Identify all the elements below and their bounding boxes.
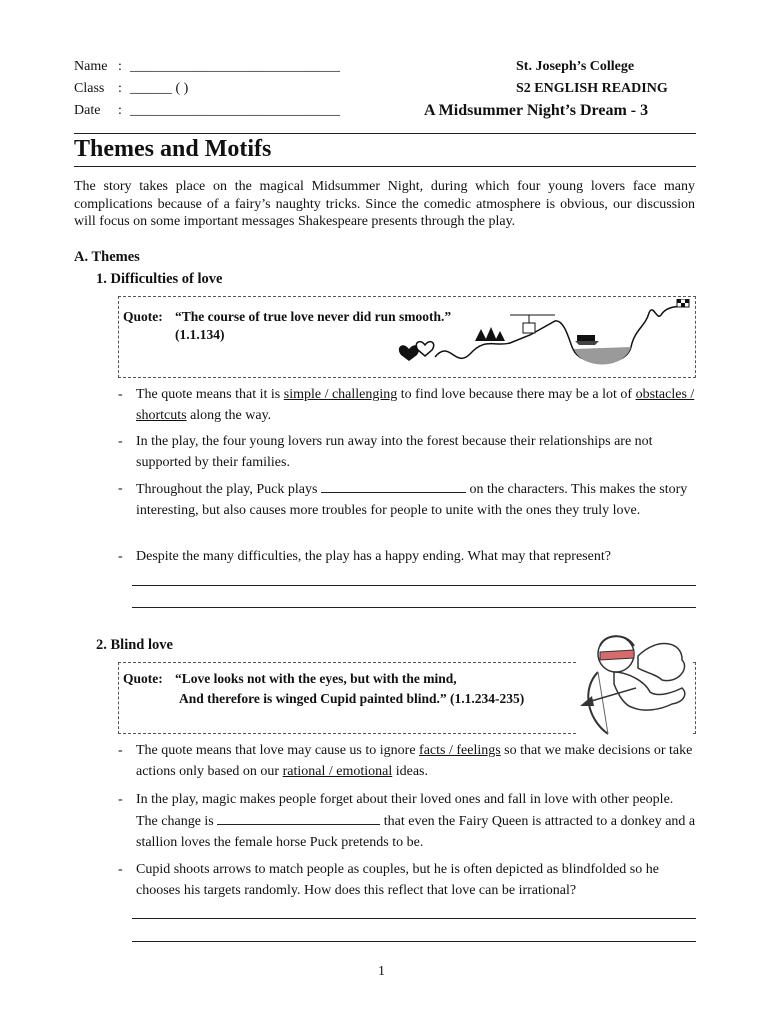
- quote2-label: Quote:: [123, 671, 163, 686]
- quote1-text: “The course of true love never did run smooth.”: [175, 309, 452, 324]
- cable-car-icon: [523, 323, 535, 333]
- text: In the play, magic makes people forget about their loved ones and fall in love with other people. The change is: [136, 792, 674, 829]
- cupid-illustration: [578, 628, 693, 740]
- name-sep: :: [118, 59, 122, 74]
- text: that even the Fairy Queen is attracted to a donkey and a stallion loves the female horse Puck pretends to be.: [136, 814, 696, 850]
- page-number: 1: [378, 964, 385, 979]
- quote1-reference: (1.1.134): [175, 327, 225, 342]
- tree-icon: [495, 331, 505, 341]
- header-divider: [74, 133, 696, 134]
- section-a-heading: A. Themes: [74, 249, 140, 265]
- date-sep: :: [118, 103, 122, 118]
- text: The quote means that love may cause us to ignore: [136, 743, 420, 758]
- text: ideas.: [392, 764, 428, 779]
- choice-facts-feelings[interactable]: facts / feelings: [419, 743, 501, 758]
- text: on the characters. This makes the story interesting, but also causes more troubles for people to unite with the ones they truly love.: [136, 482, 688, 518]
- text: The quote means that it is: [136, 387, 284, 402]
- text: Despite the many difficulties, the play has a happy ending. What may that represent?: [136, 549, 611, 564]
- choice-simple-challenging[interactable]: simple / challenging: [283, 387, 398, 402]
- name-label: Name: [74, 59, 108, 74]
- quote2-line-2: And therefore is winged Cupid painted blind.” (1.1.234-235): [179, 691, 525, 706]
- tree-icon: [485, 327, 497, 341]
- date-label: Date: [74, 103, 101, 118]
- school-name: St. Joseph’s College: [516, 59, 635, 74]
- boat-icon: [577, 335, 595, 341]
- course-name: S2 ENGLISH READING: [516, 81, 668, 96]
- heart-outline-icon: [416, 342, 433, 356]
- bullet-dash: -: [118, 434, 123, 449]
- quote-box-1: [118, 296, 696, 378]
- bullet-dash: -: [118, 481, 123, 496]
- quote1-label: Quote:: [123, 309, 163, 324]
- bullet-dash: -: [118, 792, 123, 807]
- page-title: Themes and Motifs: [74, 136, 272, 162]
- theme2-bullet-1: [118, 740, 696, 782]
- text: along the way.: [186, 408, 272, 423]
- title-divider: [74, 166, 696, 167]
- name-field[interactable]: ______________________________: [130, 59, 340, 74]
- theme2-bullet-3: [118, 859, 696, 901]
- text: In the play, the four young lovers run away into the forest because their relationships are not supported by their families.: [136, 434, 653, 470]
- change-blank-input[interactable]: [217, 810, 380, 825]
- text: Cupid shoots arrows to match people as couples, but he is often depicted as blindfolded so he chooses his targets randomly. How does this reflect that love can be irrational?: [136, 862, 659, 898]
- theme1-bullet-3: [118, 478, 696, 521]
- theme2-heading: 2. Blind love: [96, 637, 173, 653]
- bullet-dash: -: [118, 743, 123, 758]
- text: Throughout the play, Puck plays: [136, 482, 321, 497]
- bullet-dash: -: [118, 387, 123, 402]
- intro-paragraph: The story takes place on the magical Midsummer Night, during which four young lovers face many complications because of a fairy’s naughty tricks. Since the comedic atmosphere is obvious, our discussion will focus on some important messages Shakespeare presents through the play.: [74, 179, 695, 229]
- blindfold-icon: [600, 650, 634, 660]
- bullet-dash: -: [118, 862, 123, 877]
- theme1-heading: 1. Difficulties of love: [96, 271, 223, 287]
- tree-icon: [475, 329, 487, 341]
- quote2-line-1: “Love looks not with the eyes, but with the mind,: [175, 671, 457, 686]
- answer-line[interactable]: [132, 918, 696, 919]
- choice-obstacles-shortcuts[interactable]: obstacles / shortcuts: [136, 387, 695, 423]
- puck-blank-input[interactable]: [321, 478, 466, 493]
- date-field[interactable]: ______________________________: [130, 103, 340, 118]
- text: so that we make decisions or take actions only based on our: [136, 743, 693, 779]
- bullet-dash: -: [118, 549, 123, 564]
- class-label: Class: [74, 81, 105, 96]
- answer-line[interactable]: [132, 941, 696, 942]
- answer-line[interactable]: [132, 585, 696, 586]
- answer-line[interactable]: [132, 607, 696, 608]
- theme1-bullet-2: [118, 431, 696, 473]
- theme2-bullet-2: [118, 789, 696, 853]
- theme1-bullet-1: [118, 384, 696, 426]
- theme1-bullet-4: [118, 546, 696, 567]
- class-field[interactable]: ______ ( ): [130, 81, 189, 96]
- choice-rational-emotional[interactable]: rational / emotional: [282, 764, 393, 779]
- class-sep: :: [118, 81, 122, 96]
- love-path-illustration: [395, 299, 691, 375]
- unit-title: A Midsummer Night’s Dream - 3: [424, 102, 649, 119]
- text: to find love because there may be a lot of: [397, 387, 636, 402]
